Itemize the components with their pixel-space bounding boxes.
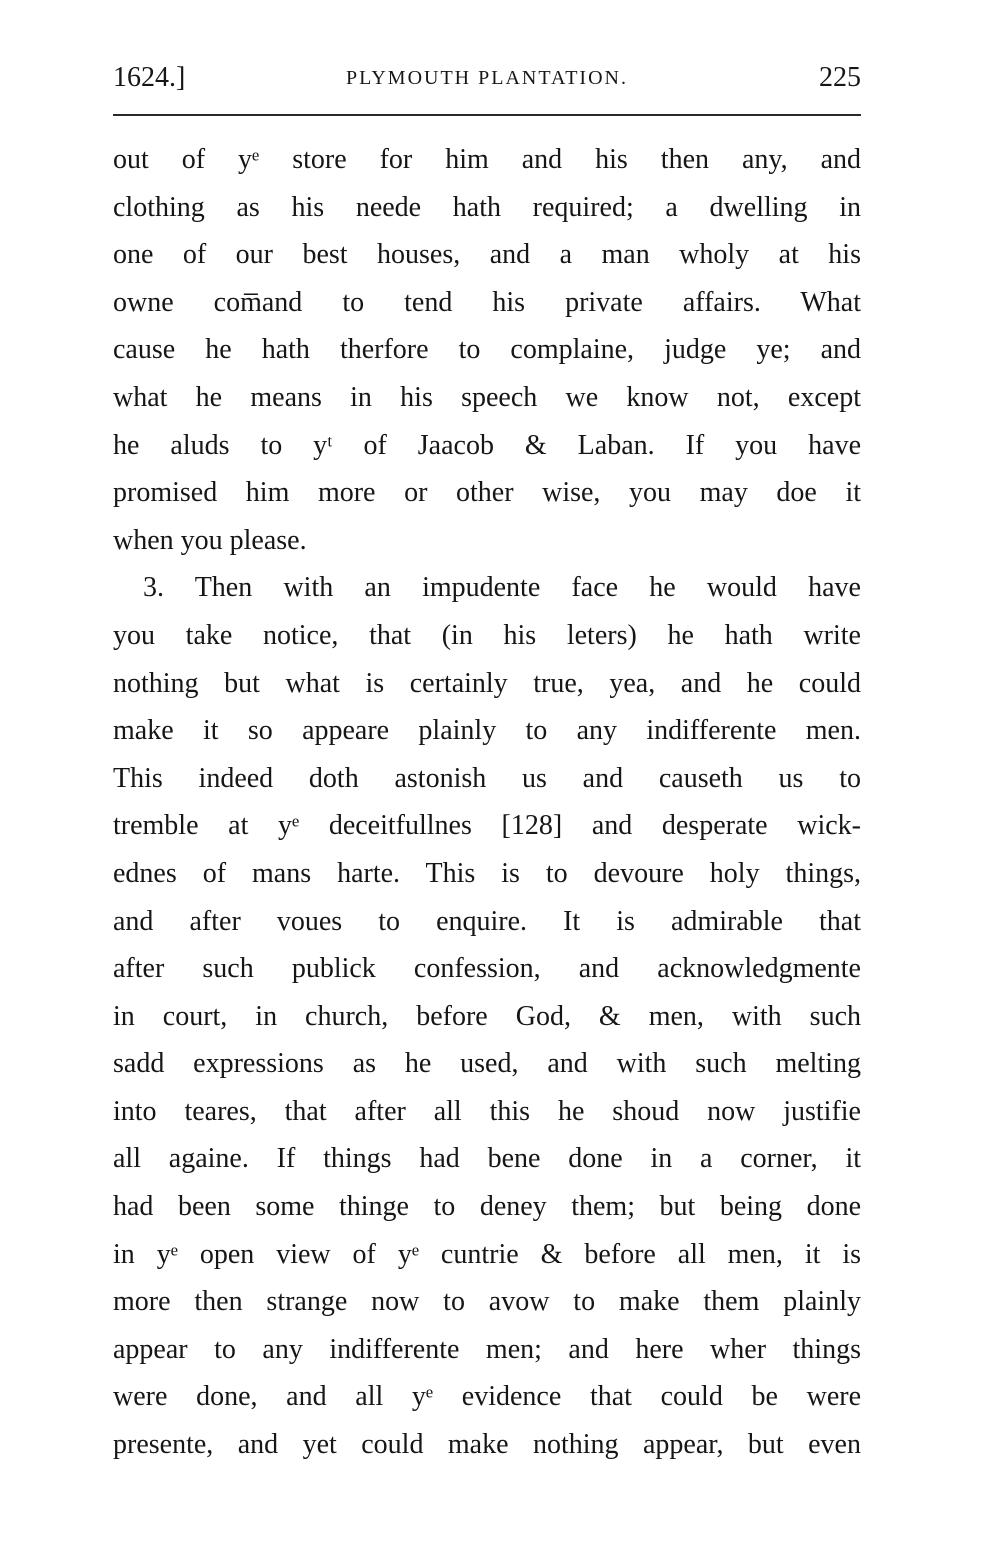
text-line: in court, in church, before God, & men, with such — [113, 1000, 861, 1032]
text-line: make it so appeare plainly to any indifferente men. — [113, 715, 861, 747]
text-line: This indeed doth astonish us and causeth us to — [113, 762, 861, 794]
page-body — [113, 136, 861, 1469]
text-line: cause he hath therfore to complaine, judge ye; and — [113, 334, 861, 366]
page-header — [113, 58, 861, 98]
text-line: were done, and all yᵉ evidence that could be were — [113, 1381, 861, 1413]
text-line: what he means in his speech we know not, except — [113, 381, 861, 413]
text-line: out of yᵉ store for him and his then any, and — [113, 144, 861, 175]
text-line: nothing but what is certainly true, yea, and he could — [113, 667, 861, 699]
running-head-title: PLYMOUTH PLANTATION. — [346, 67, 628, 89]
header-year: 1624.] — [113, 62, 186, 93]
text-line: and after voues to enquire. It is admirable that — [113, 905, 861, 937]
text-line: presente, and yet could make nothing appear, but even — [113, 1429, 861, 1461]
text-line: more then strange now to avow to make them plainly — [113, 1286, 861, 1318]
text-line: in yᵉ open view of yᵉ cuntrie & before all men, it is — [113, 1238, 861, 1270]
text-line: he aluds to yᵗ of Jaacob & Laban. If you have — [113, 429, 861, 461]
text-line: one of our best houses, and a man wholy at his — [113, 239, 861, 271]
text-line: clothing as his neede hath required; a dwelling in — [113, 191, 861, 223]
text-line: tremble at yᵉ deceitfullnes [128] and desperate wick- — [113, 810, 861, 842]
text-line: appear to any indifferente men; and here wher things — [113, 1333, 861, 1365]
text-line: when you please. — [113, 524, 307, 556]
text-line: had been some thinge to deney them; but being done — [113, 1191, 861, 1223]
text-line: sadd expressions as he used, and with such melting — [113, 1048, 861, 1080]
text-line: promised him more or other wise, you may doe it — [113, 477, 861, 509]
header-rule — [113, 114, 861, 116]
text-line: into teares, that after all this he shoud now justifie — [113, 1095, 861, 1127]
text-line: all againe. If things had bene done in a corner, it — [113, 1143, 861, 1175]
text-line: owne com̅and to tend his private affairs. What — [113, 286, 861, 318]
text-line: ednes of mans harte. This is to devoure holy things, — [113, 857, 861, 889]
paragraph-start-line: 3. Then with an impudente face he would have — [143, 572, 861, 604]
page-number: 225 — [819, 62, 861, 93]
text-line: after such publick confession, and acknowledgmente — [113, 953, 861, 985]
text-line: you take notice, that (in his leters) he hath write — [113, 619, 861, 651]
